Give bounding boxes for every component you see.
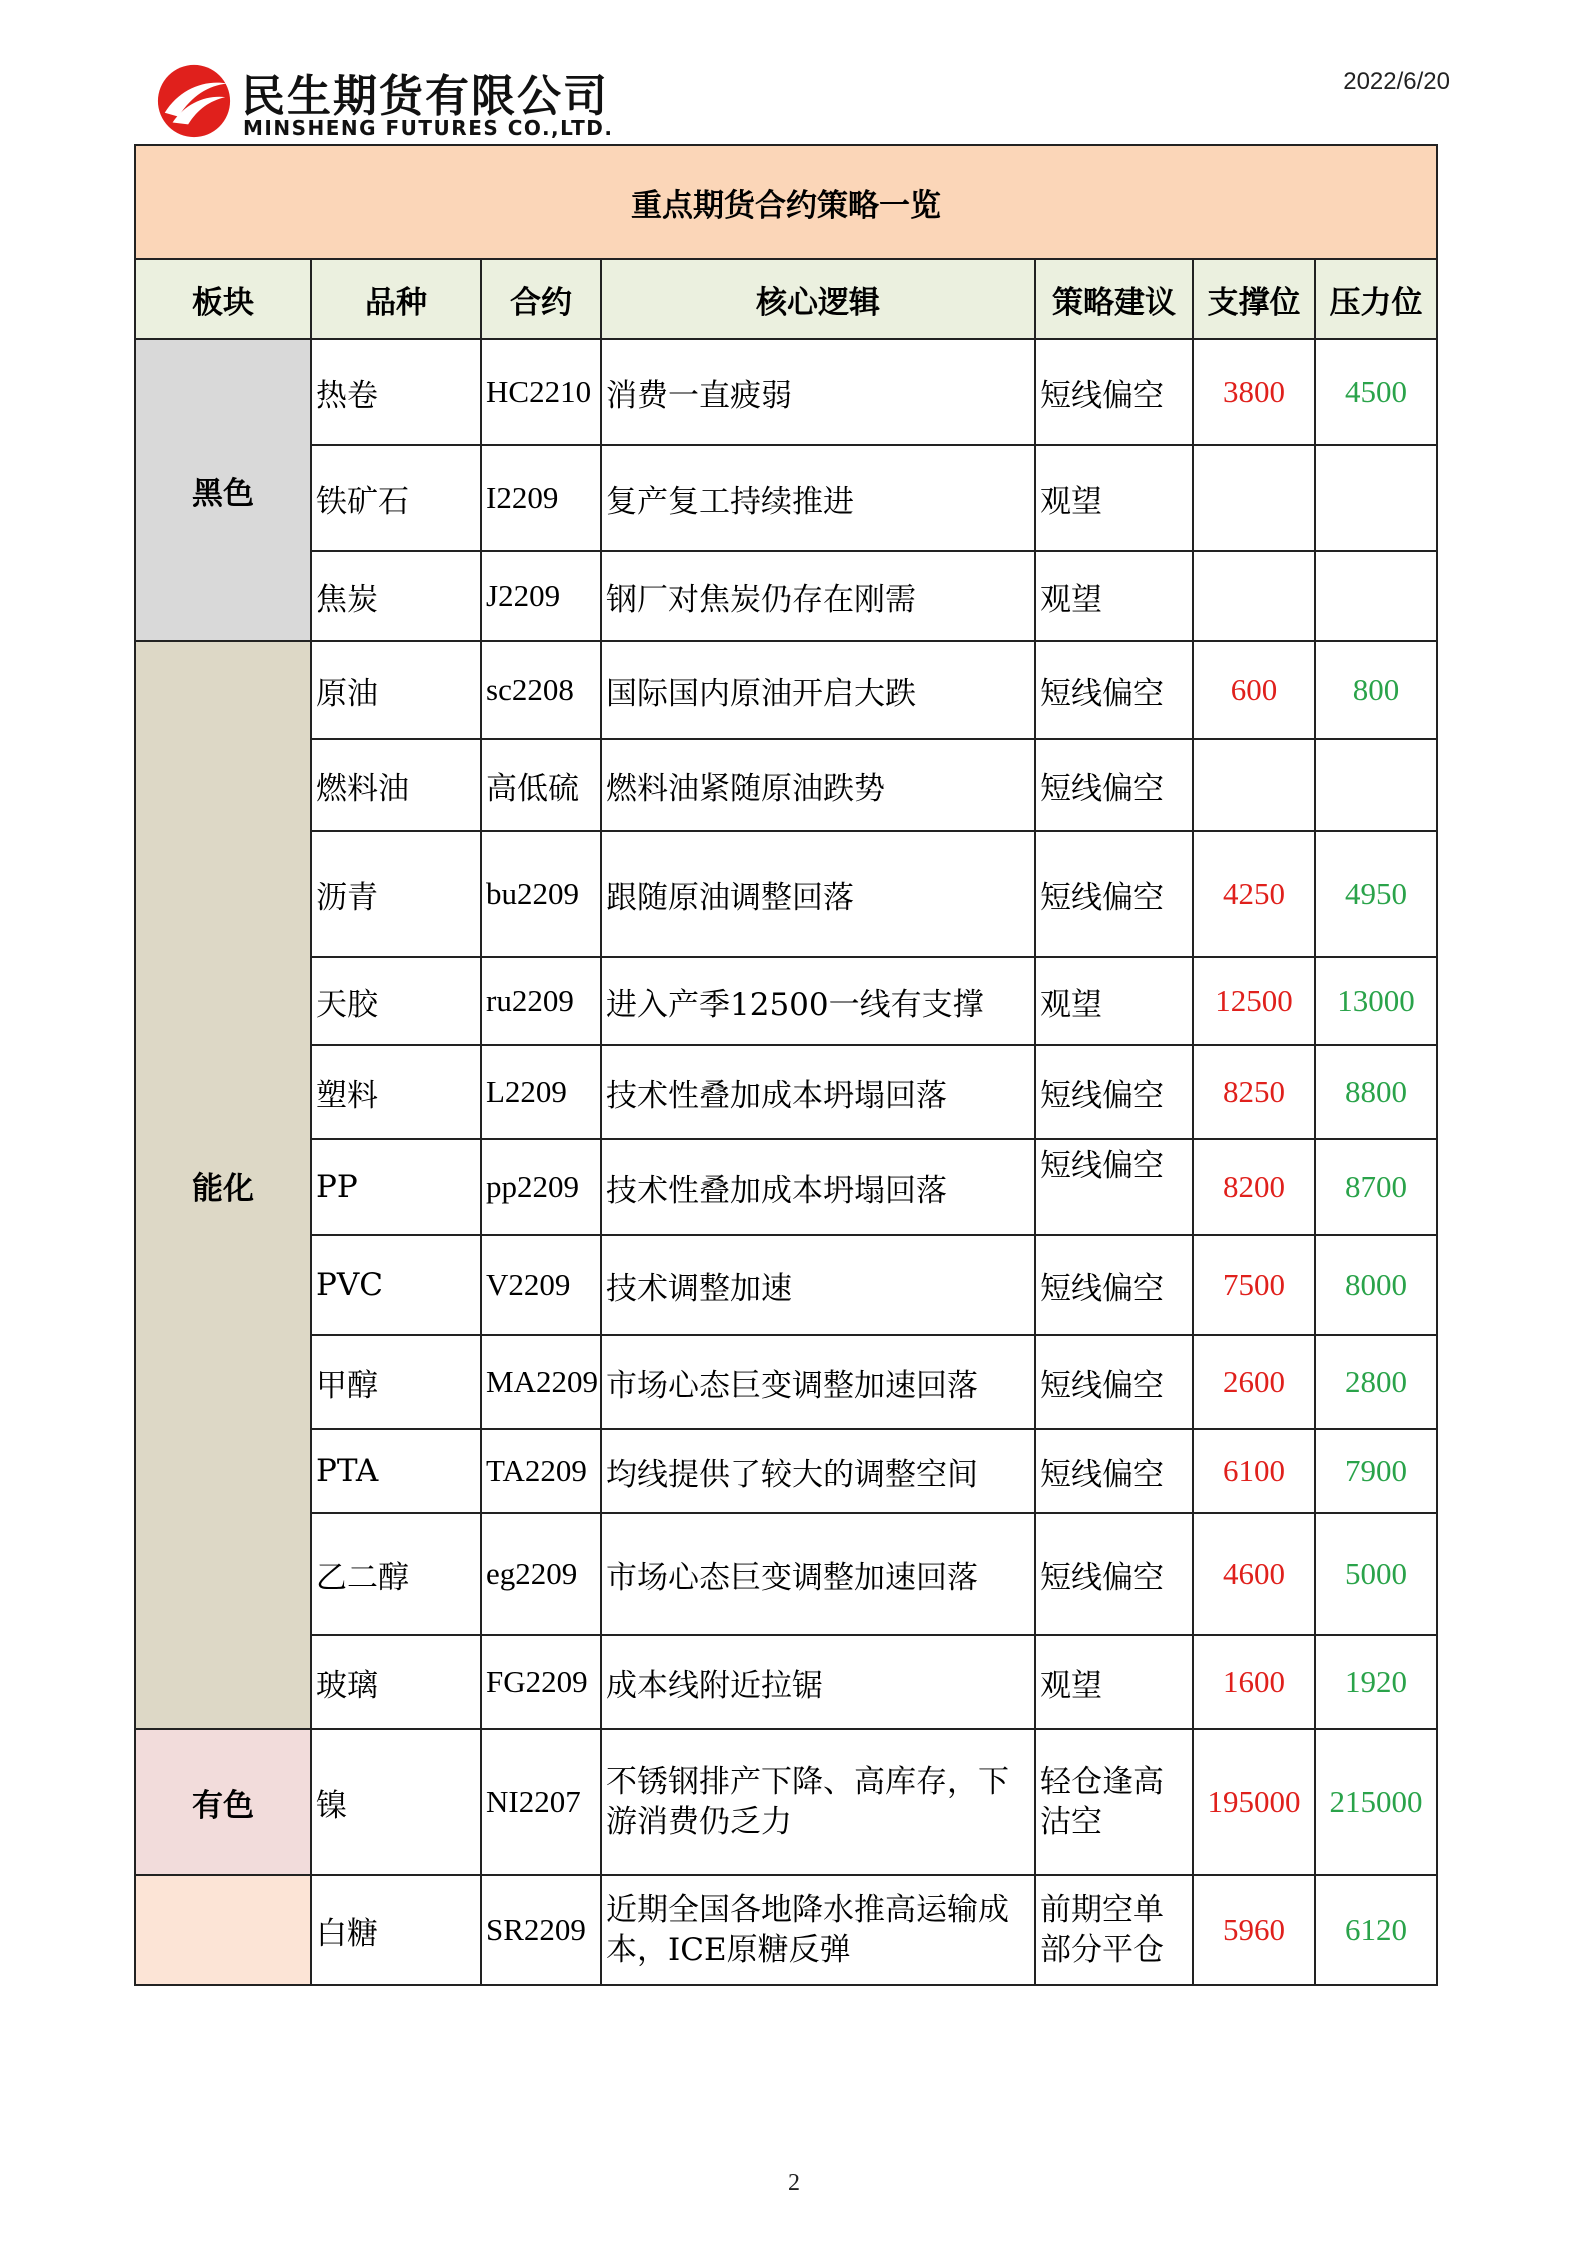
table-row — [135, 1513, 1437, 1635]
resistance-cell: 8800 — [1315, 1045, 1437, 1139]
variety-cell: 白糖 — [311, 1875, 481, 1985]
support-cell — [1193, 739, 1315, 831]
table-header-row — [135, 259, 1437, 339]
table-row — [135, 339, 1437, 445]
table-row — [135, 1335, 1437, 1429]
sector-cell: 能化 — [135, 641, 311, 1729]
contract-cell: HC2210 — [481, 339, 601, 445]
report-date: 2022/6/20 — [1343, 68, 1450, 95]
strategy-cell: 前期空单部分平仓 — [1035, 1875, 1193, 1985]
table-row — [135, 1635, 1437, 1729]
page-number: 2 — [788, 2170, 800, 2196]
resistance-cell: 5000 — [1315, 1513, 1437, 1635]
resistance-cell: 7900 — [1315, 1429, 1437, 1513]
resistance-cell — [1315, 739, 1437, 831]
strategy-cell: 短线偏空 — [1035, 1235, 1193, 1335]
sector-cell: 有色 — [135, 1729, 311, 1875]
variety-cell: 燃料油 — [311, 739, 481, 831]
resistance-cell: 6120 — [1315, 1875, 1437, 1985]
company-logo — [155, 58, 625, 148]
table-row — [135, 641, 1437, 739]
company-name-cn: 民生期货有限公司 — [241, 71, 609, 122]
support-cell: 7500 — [1193, 1235, 1315, 1335]
table-row — [135, 831, 1437, 957]
contract-cell: J2209 — [481, 551, 601, 641]
strategy-cell: 轻仓逢高沽空 — [1035, 1729, 1193, 1875]
strategy-cell: 观望 — [1035, 551, 1193, 641]
table-row — [135, 445, 1437, 551]
logic-cell: 消费一直疲弱 — [601, 339, 1035, 445]
contract-cell: NI2207 — [481, 1729, 601, 1875]
strategy-cell: 观望 — [1035, 1635, 1193, 1729]
support-cell — [1193, 551, 1315, 641]
strategy-cell: 观望 — [1035, 957, 1193, 1045]
variety-cell: PTA — [311, 1429, 481, 1513]
table-row — [135, 1875, 1437, 1985]
table-row — [135, 1045, 1437, 1139]
column-header: 合约 — [481, 259, 601, 339]
support-cell: 3800 — [1193, 339, 1315, 445]
company-name-en: MINSHENG FUTURES CO.,LTD. — [243, 116, 614, 140]
strategy-cell: 短线偏空 — [1035, 1335, 1193, 1429]
sector-cell: 黑色 — [135, 339, 311, 641]
logic-cell: 国际国内原油开启大跌 — [601, 641, 1035, 739]
minsheng-logo-icon — [155, 62, 233, 140]
support-cell: 4600 — [1193, 1513, 1315, 1635]
variety-cell: 沥青 — [311, 831, 481, 957]
contract-cell: SR2209 — [481, 1875, 601, 1985]
resistance-cell: 4950 — [1315, 831, 1437, 957]
logic-cell: 复产复工持续推进 — [601, 445, 1035, 551]
variety-cell: 热卷 — [311, 339, 481, 445]
contract-cell: pp2209 — [481, 1139, 601, 1235]
page-header — [0, 0, 1588, 150]
contract-cell: FG2209 — [481, 1635, 601, 1729]
strategy-cell: 短线偏空 — [1035, 1513, 1193, 1635]
variety-cell: 乙二醇 — [311, 1513, 481, 1635]
strategy-cell: 观望 — [1035, 445, 1193, 551]
strategy-cell: 短线偏空 — [1035, 339, 1193, 445]
contract-cell: sc2208 — [481, 641, 601, 739]
contract-cell: 高低硫 — [481, 739, 601, 831]
contract-cell: ru2209 — [481, 957, 601, 1045]
sector-cell — [135, 1875, 311, 1985]
contract-cell: V2209 — [481, 1235, 601, 1335]
logic-cell: 技术性叠加成本坍塌回落 — [601, 1139, 1035, 1235]
strategy-cell: 短线偏空 — [1035, 831, 1193, 957]
variety-cell: PP — [311, 1139, 481, 1235]
table-row — [135, 551, 1437, 641]
support-cell: 2600 — [1193, 1335, 1315, 1429]
logic-cell: 市场心态巨变调整加速回落 — [601, 1513, 1035, 1635]
variety-cell: 原油 — [311, 641, 481, 739]
support-cell: 6100 — [1193, 1429, 1315, 1513]
contract-cell: eg2209 — [481, 1513, 601, 1635]
resistance-cell: 1920 — [1315, 1635, 1437, 1729]
resistance-cell — [1315, 551, 1437, 641]
variety-cell: PVC — [311, 1235, 481, 1335]
logic-cell: 不锈钢排产下降、高库存，下游消费仍乏力 — [601, 1729, 1035, 1875]
support-cell: 12500 — [1193, 957, 1315, 1045]
logic-cell: 均线提供了较大的调整空间 — [601, 1429, 1035, 1513]
support-cell: 5960 — [1193, 1875, 1315, 1985]
column-header: 策略建议 — [1035, 259, 1193, 339]
table-title: 重点期货合约策略一览 — [135, 145, 1437, 259]
contract-cell: TA2209 — [481, 1429, 601, 1513]
resistance-cell: 215000 — [1315, 1729, 1437, 1875]
strategy-cell: 短线偏空 — [1035, 1139, 1193, 1235]
logic-cell: 技术性叠加成本坍塌回落 — [601, 1045, 1035, 1139]
logic-cell: 钢厂对焦炭仍存在刚需 — [601, 551, 1035, 641]
strategy-cell: 短线偏空 — [1035, 739, 1193, 831]
contract-cell: bu2209 — [481, 831, 601, 957]
support-cell — [1193, 445, 1315, 551]
table-row — [135, 1139, 1437, 1235]
variety-cell: 镍 — [311, 1729, 481, 1875]
resistance-cell: 8000 — [1315, 1235, 1437, 1335]
variety-cell: 焦炭 — [311, 551, 481, 641]
logic-cell: 跟随原油调整回落 — [601, 831, 1035, 957]
variety-cell: 玻璃 — [311, 1635, 481, 1729]
strategy-cell: 短线偏空 — [1035, 641, 1193, 739]
table-row — [135, 1235, 1437, 1335]
resistance-cell: 4500 — [1315, 339, 1437, 445]
resistance-cell — [1315, 445, 1437, 551]
logic-cell: 燃料油紧随原油跌势 — [601, 739, 1035, 831]
column-header: 板块 — [135, 259, 311, 339]
strategy-cell: 短线偏空 — [1035, 1429, 1193, 1513]
resistance-cell: 8700 — [1315, 1139, 1437, 1235]
column-header: 压力位 — [1315, 259, 1437, 339]
variety-cell: 天胶 — [311, 957, 481, 1045]
contract-cell: I2209 — [481, 445, 601, 551]
support-cell: 1600 — [1193, 1635, 1315, 1729]
table-row — [135, 1429, 1437, 1513]
support-cell: 8200 — [1193, 1139, 1315, 1235]
table-title-row — [135, 145, 1437, 259]
column-header: 核心逻辑 — [601, 259, 1035, 339]
support-cell: 4250 — [1193, 831, 1315, 957]
strategy-table — [134, 144, 1438, 1986]
logic-cell: 市场心态巨变调整加速回落 — [601, 1335, 1035, 1429]
contract-cell: MA2209 — [481, 1335, 601, 1429]
logic-cell: 近期全国各地降水推高运输成本，ICE原糖反弹 — [601, 1875, 1035, 1985]
strategy-cell: 短线偏空 — [1035, 1045, 1193, 1139]
variety-cell: 铁矿石 — [311, 445, 481, 551]
variety-cell: 塑料 — [311, 1045, 481, 1139]
table-row — [135, 957, 1437, 1045]
column-header: 支撑位 — [1193, 259, 1315, 339]
contract-cell: L2209 — [481, 1045, 601, 1139]
support-cell: 600 — [1193, 641, 1315, 739]
table-row — [135, 739, 1437, 831]
resistance-cell: 2800 — [1315, 1335, 1437, 1429]
logic-cell: 成本线附近拉锯 — [601, 1635, 1035, 1729]
logic-cell: 进入产季12500一线有支撑 — [601, 957, 1035, 1045]
resistance-cell: 800 — [1315, 641, 1437, 739]
support-cell: 195000 — [1193, 1729, 1315, 1875]
support-cell: 8250 — [1193, 1045, 1315, 1139]
resistance-cell: 13000 — [1315, 957, 1437, 1045]
column-header: 品种 — [311, 259, 481, 339]
variety-cell: 甲醇 — [311, 1335, 481, 1429]
table-row — [135, 1729, 1437, 1875]
logic-cell: 技术调整加速 — [601, 1235, 1035, 1335]
